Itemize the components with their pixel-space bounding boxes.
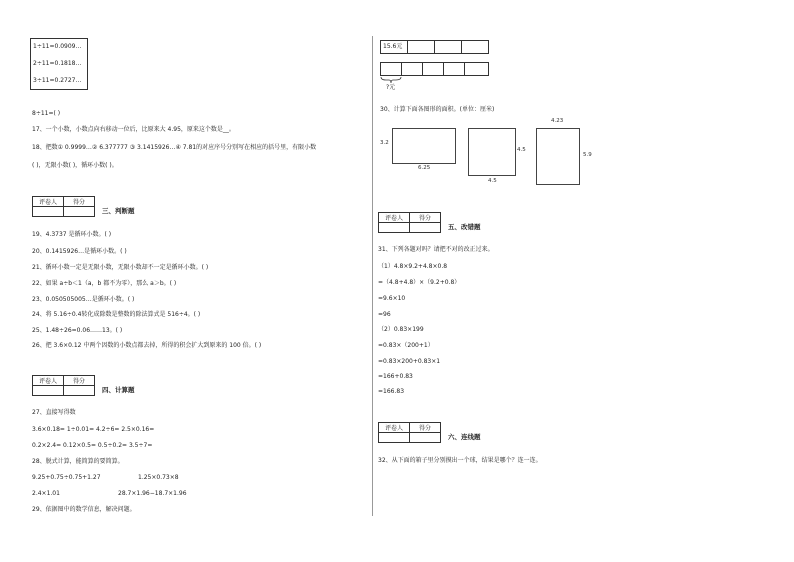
score-cell-grader[interactable]: [33, 386, 64, 396]
question-20: 20、0.1415926…是循环小数。( ): [32, 248, 127, 255]
question-18-line1: 18、把数① 0.9999…② 6.377777 ③ 3.1415926…④ 7.8̇1̇的对应序号分别写在相应的括号里，有限小数: [32, 144, 317, 151]
section-4-title: 四、计算题: [102, 386, 135, 394]
score-header-grader: 评卷人: [379, 213, 410, 223]
expression-b: 1.25×0.73×8: [138, 474, 179, 481]
score-cell-grader[interactable]: [33, 207, 64, 217]
question-23: 23、0.050505005…是循环小数。( ): [32, 296, 135, 303]
calc-row-2: 0.2×2.4= 0.12×0.5= 0.5÷0.2= 3.5÷7=: [32, 442, 153, 449]
unit-cell-2: [401, 62, 423, 76]
fix-line-9: =166.83: [378, 388, 405, 395]
fix-line-5: （2）0.83×199: [378, 326, 424, 333]
question-24: 24、将 5.16÷0.4转化成除数是整数的除法算式是 516÷4。( ): [32, 311, 201, 318]
question-21: 21、循环小数一定是无限小数，无限小数却不一定是循环小数。( ): [32, 264, 209, 271]
parallelogram-figure: [392, 128, 456, 164]
question-17: 17、一个小数，小数点向右移动一位后，比原来大 4.95，原来这个数是__。: [32, 126, 235, 133]
money-cell-2: [407, 40, 435, 54]
fix-line-4: =96: [378, 311, 391, 318]
pattern-line-2: 2÷11=0.1818…: [33, 60, 82, 67]
score-table-section4: [32, 375, 95, 396]
fig3-width-label: 4.23: [551, 118, 564, 124]
yuan-label: ?元: [386, 84, 396, 91]
question-28: 28、脱式计算，能简算的要简算。: [32, 458, 124, 465]
fig1-base-label: 6.25: [418, 165, 431, 171]
score-table-section5: [378, 212, 441, 233]
score-cell-score[interactable]: [64, 386, 95, 396]
column-divider: [372, 36, 373, 516]
score-cell-score[interactable]: [410, 223, 441, 233]
unit-cell-5: [464, 62, 489, 76]
question-8div11: 8÷11=( ): [32, 110, 61, 117]
score-header-grader: 评卷人: [379, 423, 410, 433]
unit-brace: [380, 76, 402, 84]
score-table-section6: [378, 422, 441, 443]
calc-row-1: 3.6×0.18= 1÷0.01= 4.2÷6= 2.5×0.16=: [32, 426, 155, 433]
money-label-cell: [380, 40, 408, 54]
fig2-side-label: 4.5: [517, 147, 526, 153]
score-cell-score[interactable]: [410, 433, 441, 443]
expression-d: 28.7×1.96−18.7×1.96: [118, 490, 187, 497]
section-6-title: 六、连线题: [448, 433, 481, 441]
fix-line-3: =9.6×10: [378, 295, 406, 302]
expression-c: 2.4×1.01: [32, 490, 60, 497]
question-29: 29、依据图中的数学信息，解决问题。: [32, 506, 136, 513]
question-22: 22、如果 a÷b＜1（a，b 都不为零），那么 a＞b。( ): [32, 280, 177, 287]
unit-brace-path: [381, 77, 401, 83]
section-3-title: 三、判断题: [102, 207, 135, 215]
fix-line-6: =0.83×（200+1）: [378, 342, 434, 349]
fix-line-8: =166+0.83: [378, 373, 413, 380]
money-cell-3: [434, 40, 462, 54]
score-header-score: 得分: [410, 213, 441, 223]
pattern-line-1: 1÷11=0.0909…: [33, 43, 82, 50]
question-25: 25、1.48÷26=0.06……13。( ): [32, 327, 123, 334]
question-32: 32、从下面的箱子里分别摸出一个球，结果是哪个？连一连。: [378, 457, 542, 464]
question-27: 27、直接写得数: [32, 409, 76, 416]
fix-line-2: =（4.8+4.8）×（9.2+0.8）: [378, 279, 461, 286]
fig2-base-label: 4.5: [488, 178, 497, 184]
score-table-section3: [32, 196, 95, 217]
fig3-height-label: 5.9: [583, 152, 592, 158]
question-19: 19、4.3737 是循环小数。( ): [32, 231, 112, 238]
question-18-line2: ( )，无限小数( )，循环小数( )。: [32, 162, 118, 169]
score-cell-score[interactable]: [64, 207, 95, 217]
score-header-score: 得分: [64, 376, 95, 386]
unit-cell-4: [443, 62, 465, 76]
fix-line-1: （1）4.8×9.2+4.8×0.8: [378, 263, 448, 270]
question-31: 31、下列各题对吗？请把不对的改正过来。: [378, 246, 494, 253]
score-header-score: 得分: [410, 423, 441, 433]
pattern-line-3: 3÷11=0.2727…: [33, 77, 82, 84]
money-label: 15.6元: [383, 43, 403, 50]
fig1-height-label: 3.2: [380, 140, 389, 146]
fix-line-7: =0.83×200+0.83×1: [378, 358, 441, 365]
expression-a: 9.25+0.75÷0.75+1.27: [32, 474, 101, 481]
money-cell-4: [461, 40, 489, 54]
score-cell-grader[interactable]: [379, 433, 410, 443]
section-5-title: 五、改错题: [448, 223, 481, 231]
rectangle-figure: [536, 128, 580, 185]
question-30: 30、计算下面各图形的面积。(单位：厘米): [380, 106, 495, 113]
question-26: 26、把 3.6×0.12 中两个因数的小数点都去掉，所得的积会扩大到原来的 100 倍。( ): [32, 342, 262, 349]
square-figure: [468, 128, 516, 176]
unit-cell-1: [380, 62, 402, 76]
unit-cell-3: [422, 62, 444, 76]
score-header-score: 得分: [64, 197, 95, 207]
score-header-grader: 评卷人: [33, 197, 64, 207]
score-cell-grader[interactable]: [379, 223, 410, 233]
score-header-grader: 评卷人: [33, 376, 64, 386]
